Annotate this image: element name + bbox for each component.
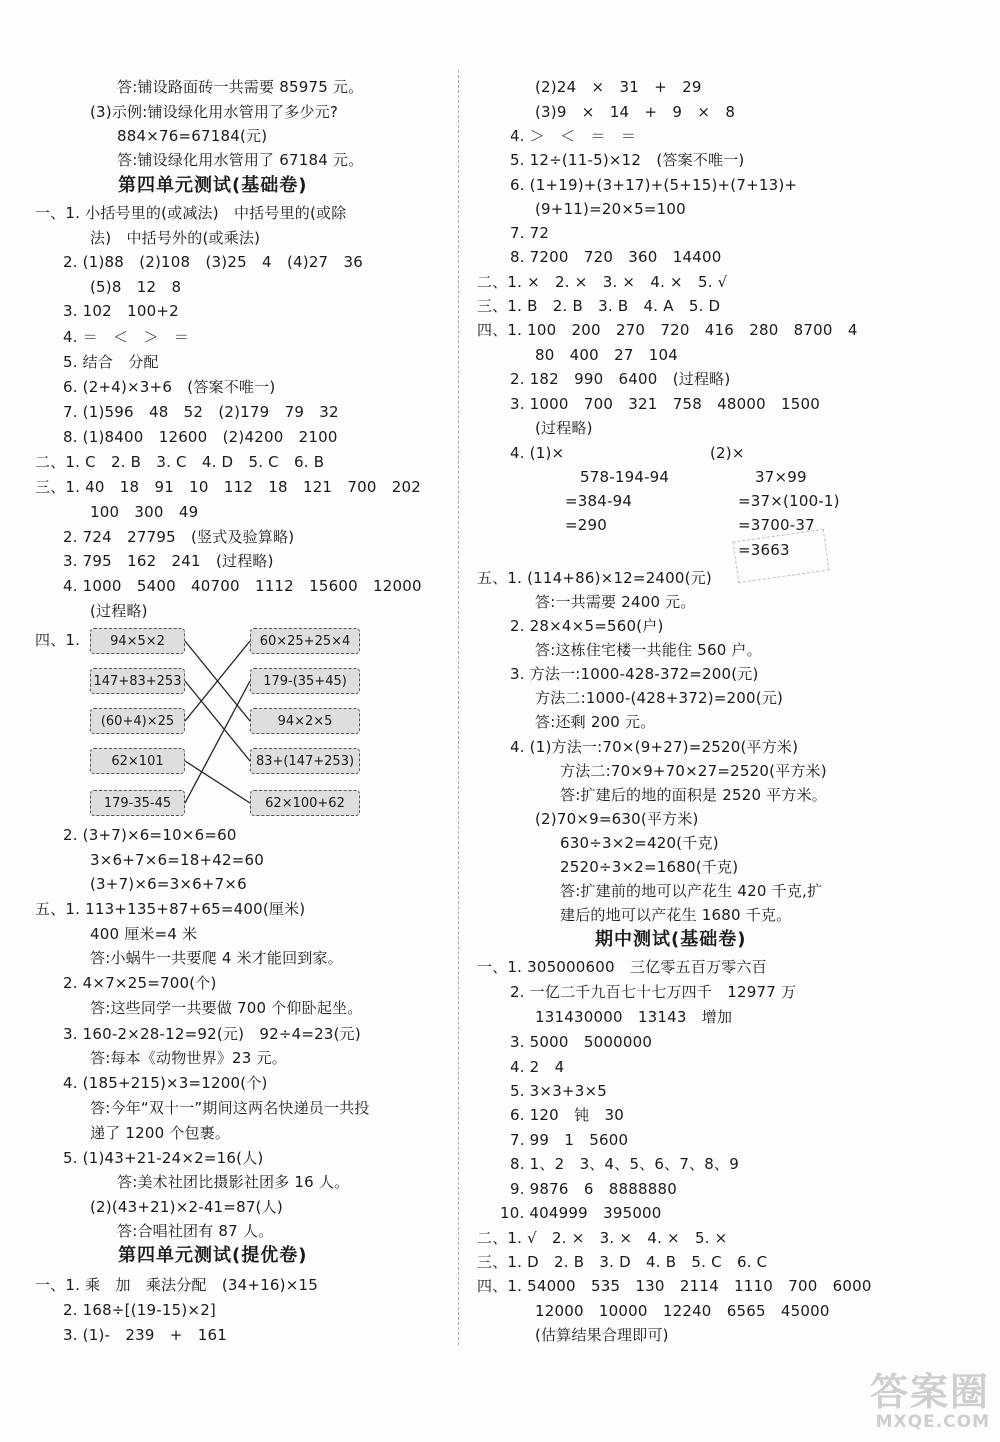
answer-line: 三、1. B 2. B 3. B 4. A 5. D — [477, 297, 721, 315]
answer-line: 答:这些同学一共要做 700 个仰卧起坐。 — [90, 999, 363, 1017]
answer-line: (2)70×9=630(平方米) — [535, 810, 699, 828]
answer-line: =3700-37 — [738, 516, 815, 534]
match-box-right: 60×25+25×4 — [250, 628, 360, 654]
answer-line: 4. 1000 5400 40700 1112 15600 12000 — [63, 577, 422, 595]
match-box-right: 62×100+62 — [250, 790, 360, 816]
watermark-url: MXQE.COM — [875, 1412, 990, 1432]
answer-line: 131430000 13143 增加 — [535, 1008, 733, 1026]
answer-line: 四、1. 54000 535 130 2114 1110 700 6000 — [477, 1277, 872, 1295]
answer-line: 5. 结合 分配 — [63, 353, 159, 371]
answer-line: 答:小蜗牛一共要爬 4 米才能回到家。 — [90, 949, 343, 967]
watermark-logo — [825, 1372, 990, 1434]
answer-line: 三、1. D 2. B 3. D 4. B 5. C 6. C — [477, 1253, 768, 1271]
answer-line: 答:今年“双十一”期间这两名快递员一共投 — [90, 1099, 370, 1117]
answer-line: 4. 2 4 — [510, 1058, 565, 1076]
answer-line: 5. 12÷(11-5)×12 (答案不唯一) — [510, 151, 745, 169]
answer-line: 4. ＞ ＜ ＝ ＝ — [510, 127, 637, 145]
answer-line: (过程略) — [535, 419, 593, 437]
answer-line: 7. 99 1 5600 — [510, 1131, 629, 1149]
answer-line: 二、1. × 2. × 3. × 4. × 5. √ — [477, 273, 728, 291]
answer-line: (9+11)=20×5=100 — [535, 200, 686, 218]
answer-line: 3. 1000 700 321 758 48000 1500 — [510, 395, 821, 413]
answer-line: 答:扩建后的地的面积是 2520 平方米。 — [560, 786, 827, 804]
answer-line: 2. 182 990 6400 (过程略) — [510, 370, 731, 388]
answer-line: 一、1. 305000600 三亿零五百万零六百 — [477, 958, 767, 976]
answer-line: (3+7)×6=3×6+7×6 — [90, 875, 247, 893]
section-title: 第四单元测试(提优卷) — [118, 1245, 308, 1266]
answer-line: 10. 404999 395000 — [500, 1204, 662, 1222]
section-title: 期中测试(基础卷) — [595, 929, 747, 950]
answer-line: =37×(100-1) — [738, 492, 840, 510]
answer-line: 方法二:1000-(428+372)=200(元) — [535, 689, 784, 707]
answer-line: 3. 160-2×28-12=92(元) 92÷4=23(元) — [63, 1025, 361, 1043]
answer-line: 答:每本《动物世界》23 元。 — [90, 1049, 287, 1067]
answer-line: 2. 724 27795 (竖式及验算略) — [63, 528, 295, 546]
answer-line: 四、1. — [35, 631, 81, 649]
match-box-left: 147+83+253 — [90, 668, 185, 694]
answer-line: 二、1. C 2. B 3. C 4. D 5. C 6. B — [35, 453, 325, 471]
answer-line: 3. 102 100+2 — [63, 302, 179, 320]
answer-line: 5. 3×3+3×5 — [510, 1082, 607, 1100]
answer-line: 答:铺设路面砖一共需要 85975 元。 — [117, 78, 364, 96]
match-box-left: 62×101 — [90, 748, 185, 774]
answer-line: 四、1. 100 200 270 720 416 280 8700 4 — [477, 321, 858, 339]
answer-line: (2)(43+21)×2-41=87(人) — [90, 1198, 283, 1216]
answer-line: (5)8 12 8 — [90, 278, 182, 296]
answer-line: 6. (1+19)+(3+17)+(5+15)+(7+13)+ — [510, 176, 798, 194]
answer-line: 一、1. 乘 加 乘法分配 (34+16)×15 — [35, 1276, 318, 1294]
answer-line: 五、1. (114+86)×12=2400(元) — [477, 569, 712, 587]
answer-line: (估算结果合理即可) — [535, 1326, 669, 1344]
answer-line: 8. (1)8400 12600 (2)4200 2100 — [63, 428, 338, 446]
answer-line: 五、1. 113+135+87+65=400(厘米) — [35, 900, 306, 918]
match-box-left: 94×5×2 — [90, 628, 185, 654]
answer-line: =384-94 — [565, 492, 633, 510]
answer-line: 2. 一亿二千九百七十七万四千 12977 万 — [510, 983, 797, 1001]
answer-line: 7. 72 — [510, 224, 550, 242]
answer-line: 2. 168÷[(19-15)×2] — [63, 1301, 216, 1319]
answer-line: 578-194-94 — [580, 468, 670, 486]
answer-line: 方法二:70×9+70×27=2520(平方米) — [560, 762, 827, 780]
answer-line: 4. ＝ ＜ ＞ ＝ — [63, 328, 190, 346]
answer-line: 2. 4×7×25=700(个) — [63, 974, 217, 992]
answer-line: 4. (1)方法一:70×(9+27)=2520(平方米) — [510, 738, 799, 756]
match-box-right: 179-(35+45) — [250, 668, 360, 694]
answer-line: 答:一共需要 2400 元。 — [535, 593, 696, 611]
answer-line: 答:铺设绿化用水管用了 67184 元。 — [117, 151, 364, 169]
match-box-left: 179-35-45 — [90, 790, 185, 816]
answer-line: 3. 5000 5000000 — [510, 1033, 653, 1051]
match-box-right: 94×2×5 — [250, 708, 360, 734]
answer-line: 7. (1)596 48 52 (2)179 79 32 — [63, 403, 339, 421]
answer-line: 法) 中括号外的(或乘法) — [90, 229, 261, 247]
answer-line: 4. (1)× — [510, 444, 565, 462]
answer-line: 建后的地可以产花生 1680 千克。 — [560, 906, 792, 924]
answer-line: 3. 795 162 241 (过程略) — [63, 552, 274, 570]
answer-line: 8. 7200 720 360 14400 — [510, 248, 722, 266]
answer-line: 答:还剩 200 元。 — [535, 713, 656, 731]
answer-line: 12000 10000 12240 6565 45000 — [535, 1302, 830, 1320]
answer-line: 6. (2+4)×3+6 (答案不唯一) — [63, 378, 276, 396]
answer-line: 答:扩建前的地可以产花生 420 千克,扩 — [560, 882, 823, 900]
answer-line: 9. 9876 6 8888880 — [510, 1180, 678, 1198]
answer-line: 3. (1)- 239 + 161 — [63, 1326, 227, 1344]
answer-line: 4. (185+215)×3=1200(个) — [63, 1074, 268, 1092]
answer-line: 一、1. 小括号里的(或减法) 中括号里的(或除 — [35, 204, 347, 222]
answer-line: 6. 120 钝 30 — [510, 1106, 624, 1124]
answer-line: 3×6+7×6=18+42=60 — [90, 851, 265, 869]
answer-line: 递了 1200 个包裹。 — [90, 1124, 231, 1142]
answer-line: 3. 方法一:1000-428-372=200(元) — [510, 665, 759, 683]
answer-line: 37×99 — [755, 468, 807, 486]
answer-line: 8. 1、2 3、4、5、6、7、8、9 — [510, 1155, 739, 1173]
answer-line: =290 — [565, 516, 607, 534]
answer-line: (3)9 × 14 + 9 × 8 — [535, 103, 736, 121]
answer-line: 100 300 49 — [90, 503, 199, 521]
answer-line: 答:美术社团比摄影社团多 16 人。 — [117, 1173, 350, 1191]
watermark-chars: 答案圈 — [869, 1370, 990, 1414]
match-connector — [185, 761, 250, 803]
section-title: 第四单元测试(基础卷) — [118, 175, 308, 196]
match-box-right: 83+(147+253) — [250, 748, 360, 774]
answer-line: 答:合唱社团有 87 人。 — [117, 1222, 274, 1240]
answer-line: (过程略) — [90, 602, 148, 620]
answer-line: (3)示例:铺设绿化用水管用了多少元? — [90, 103, 339, 121]
match-connector — [185, 681, 250, 803]
answer-line: 630÷3×2=420(千克) — [560, 834, 719, 852]
answer-line: 400 厘米=4 米 — [90, 925, 198, 943]
answer-line: 2. 28×4×5=560(户) — [510, 617, 664, 635]
answer-line: (2)× — [710, 444, 745, 462]
answer-line: 884×76=67184(元) — [117, 127, 268, 145]
answer-line: 二、1. √ 2. × 3. × 4. × 5. × — [477, 1229, 728, 1247]
match-box-left: (60+4)×25 — [90, 708, 185, 734]
answer-line: 三、1. 40 18 91 10 112 18 121 700 202 — [35, 478, 422, 496]
answer-line: 2520÷3×2=1680(千克) — [560, 858, 739, 876]
answer-line: 2. (1)88 (2)108 (3)25 4 (4)27 36 — [63, 253, 363, 271]
match-connector — [185, 681, 250, 761]
answer-line: 2. (3+7)×6=10×6=60 — [63, 826, 237, 844]
answer-line: (2)24 × 31 + 29 — [535, 78, 702, 96]
answer-line: =3663 — [738, 541, 790, 559]
answer-line: 5. (1)43+21-24×2=16(人) — [63, 1149, 264, 1167]
answer-line: 答:这栋住宅楼一共能住 560 户。 — [535, 641, 762, 659]
answer-line: 80 400 27 104 — [535, 346, 679, 364]
